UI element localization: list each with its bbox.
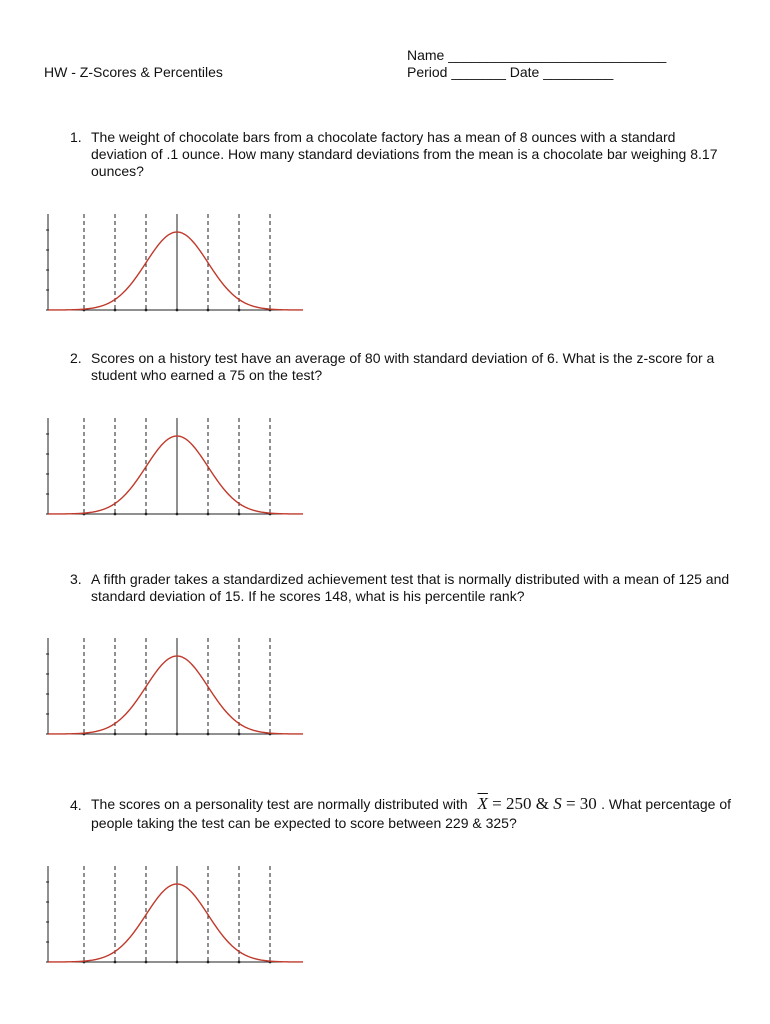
x-tick [207, 733, 210, 736]
normal-curve-4[interactable] [0, 862, 310, 972]
x-tick [176, 733, 179, 736]
question-4-number: 4. [70, 797, 82, 813]
name-label: Name [407, 47, 445, 63]
bell-curve [48, 436, 303, 514]
x-tick [145, 961, 148, 964]
x-tick [176, 961, 179, 964]
x-tick [238, 309, 241, 312]
question-4-text-before: The scores on a personality test are normally distributed with [91, 796, 468, 812]
date-field[interactable]: _________ [543, 64, 614, 80]
x-tick [207, 309, 210, 312]
question-2-text: Scores on a history test have an average of 80 with standard deviation of 6. What is the z-score for a student who earned a 75 on the test? [91, 350, 715, 383]
normal-curve-1[interactable] [0, 210, 310, 320]
question-3-number: 3. [70, 571, 82, 587]
normal-curve-3[interactable] [0, 634, 310, 744]
x-tick [238, 733, 241, 736]
question-4-line1 [91, 792, 731, 816]
mean-value: = 250 & [492, 794, 549, 813]
x-tick [176, 309, 179, 312]
bell-curve [48, 232, 303, 310]
x-tick [238, 513, 241, 516]
question-2-number: 2. [70, 350, 82, 366]
question-3-text: A fifth grader takes a standardized achievement test that is normally distributed with a mean of 125 and standard deviation of 15. If he scores 148, what is his percentile rank? [91, 571, 730, 604]
x-tick [114, 961, 117, 964]
period-date-line [407, 64, 613, 80]
x-tick [207, 513, 210, 516]
sd-value: = 30 [565, 794, 597, 813]
x-tick [145, 513, 148, 516]
normal-curve-2[interactable] [0, 414, 310, 524]
question-4-line2: people taking the test can be expected to score between 229 & 325? [91, 815, 517, 831]
sd-symbol: S [553, 794, 562, 813]
bell-curve [48, 884, 303, 962]
name-line [407, 47, 666, 63]
name-field[interactable]: ____________________________ [448, 47, 667, 63]
x-tick [176, 513, 179, 516]
x-tick [145, 733, 148, 736]
x-tick [238, 961, 241, 964]
question-1-number: 1. [70, 129, 82, 145]
bell-curve [48, 656, 303, 734]
question-4-formula [478, 794, 602, 813]
period-label: Period [407, 64, 448, 80]
x-tick [114, 513, 117, 516]
question-4-text-after: . What percentage of [601, 796, 732, 812]
date-label: Date [509, 64, 540, 80]
mean-symbol: $\overline{X}$ [477, 794, 488, 813]
x-tick [145, 309, 148, 312]
x-tick [207, 961, 210, 964]
x-tick [114, 733, 117, 736]
worksheet-title: HW - Z-Scores & Percentiles [44, 64, 223, 80]
period-field[interactable]: _______ [451, 64, 506, 80]
x-tick [114, 309, 117, 312]
question-1-text: The weight of chocolate bars from a chocolate factory has a mean of 8 ounces with a standard deviation of .1 ounce. How many standard deviations from the mean is a chocolate bar weighing 8.17 ounces? [91, 129, 718, 179]
